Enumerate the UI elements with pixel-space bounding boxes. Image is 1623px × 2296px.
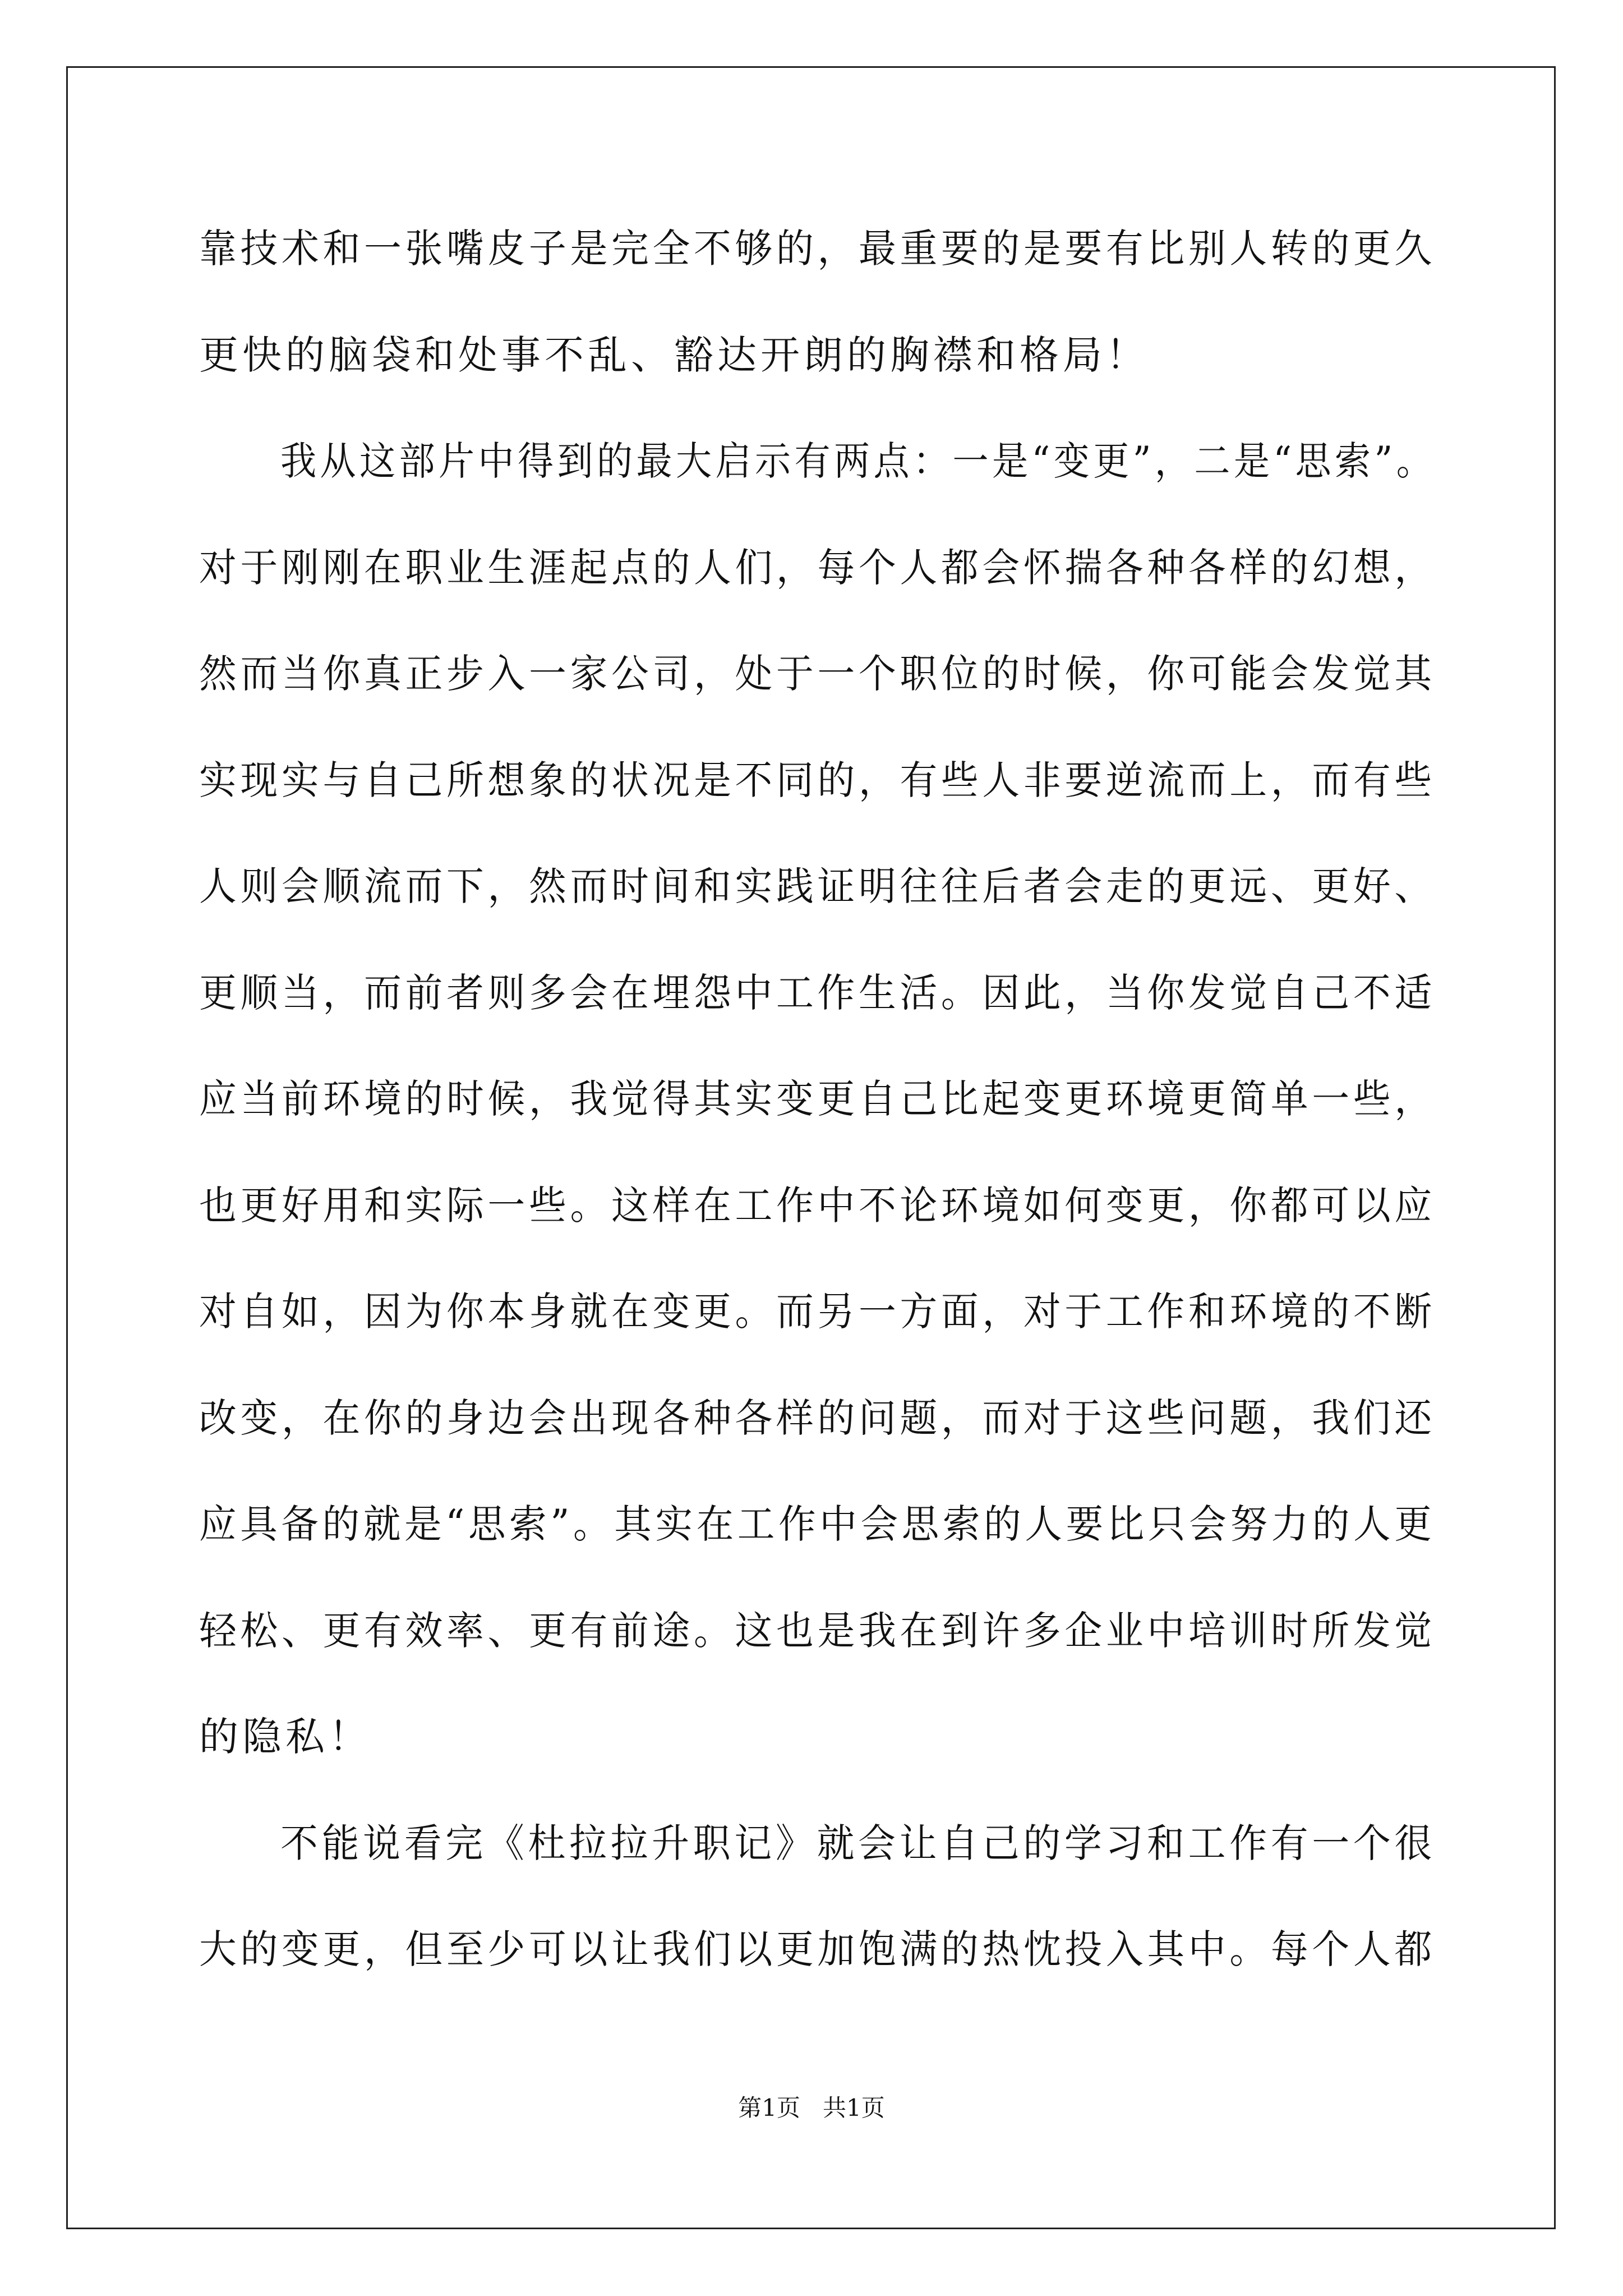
text-line: 实现实与自己所想象的状况是不同的，有些人非要逆流而上，而有些 xyxy=(199,757,1436,803)
text-line: 应具备的就是“思索”。其实在工作中会思索的人要比只会努力的人更 xyxy=(199,1501,1436,1547)
text-line: 人则会顺流而下，然而时间和实践证明往往后者会走的更远、更好、 xyxy=(199,863,1436,909)
text-line: 改变，在你的身边会出现各种各样的问题，而对于这些问题，我们还 xyxy=(199,1395,1436,1441)
text-line: 的隐私！ xyxy=(199,1714,372,1760)
text-line: 应当前环境的时候，我觉得其实变更自己比起变更环境更简单一些， xyxy=(199,1076,1436,1122)
text-line: 轻松、更有效率、更有前途。这也是我在到许多企业中培训时所发觉 xyxy=(199,1608,1436,1654)
text-line: 更快的脑袋和处事不乱、豁达开朗的胸襟和格局！ xyxy=(199,332,1149,378)
page-border xyxy=(66,66,1556,2229)
text-line: 大的变更，但至少可以让我们以更加饱满的热忱投入其中。每个人都 xyxy=(199,1926,1436,1972)
text-line: 对自如，因为你本身就在变更。而另一方面，对于工作和环境的不断 xyxy=(199,1289,1436,1335)
text-line: 不能说看完《杜拉拉升职记》就会让自己的学习和工作有一个很 xyxy=(280,1820,1436,1866)
text-line: 我从这部片中得到的最大启示有两点：一是“变更”，二是“思索”。 xyxy=(280,438,1436,484)
text-line: 靠技术和一张嘴皮子是完全不够的，最重要的是要有比别人转的更久 xyxy=(199,226,1436,272)
text-line: 也更好用和实际一些。这样在工作中不论环境如何变更，你都可以应 xyxy=(199,1182,1436,1228)
text-line: 更顺当，而前者则多会在埋怨中工作生活。因此，当你发觉自己不适 xyxy=(199,970,1436,1016)
page-footer: 第1页 共1页 xyxy=(738,2094,885,2122)
text-line: 然而当你真正步入一家公司，处于一个职位的时候，你可能会发觉其 xyxy=(199,651,1436,697)
text-line: 对于刚刚在职业生涯起点的人们，每个人都会怀揣各种各样的幻想， xyxy=(199,545,1436,591)
